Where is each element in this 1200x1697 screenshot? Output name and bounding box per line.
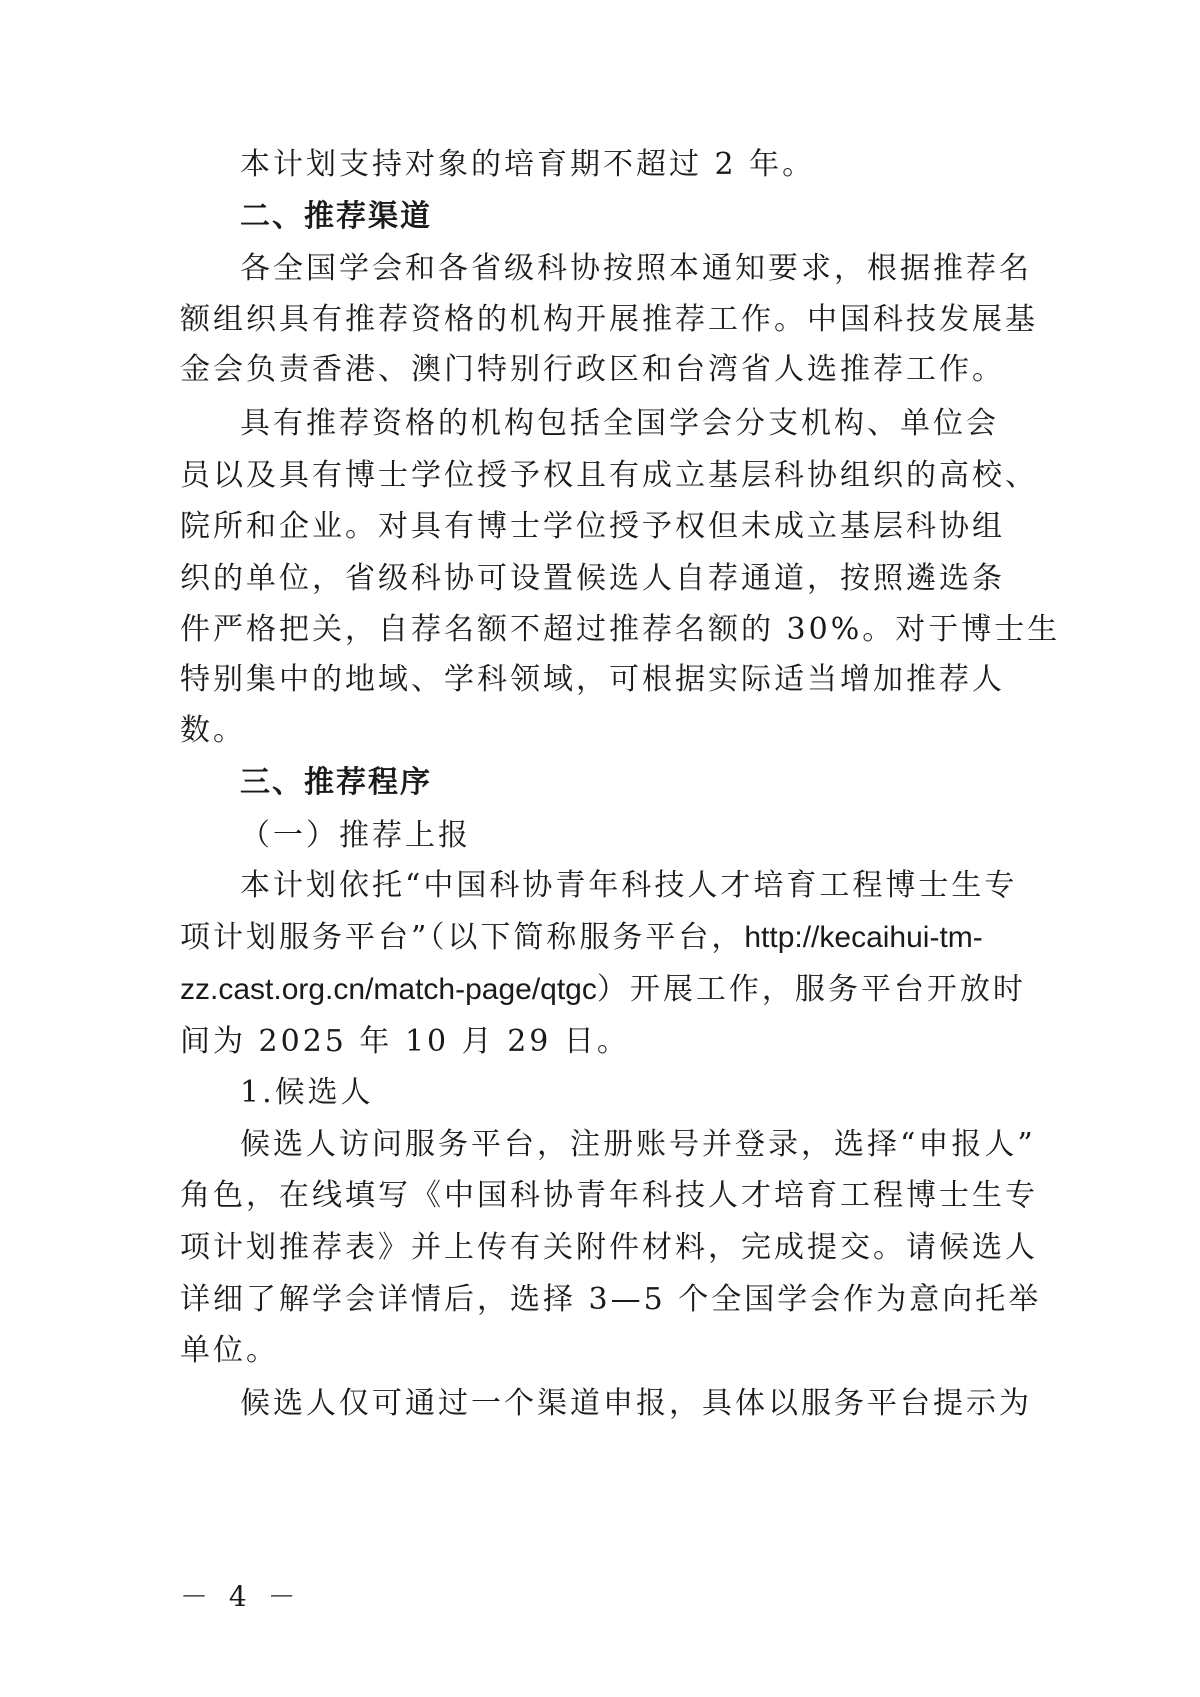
text-line: 额组织具有推荐资格的机构开展推荐工作。中国科技发展基: [180, 302, 1038, 337]
text-line: 详细了解学会详情后，选择 3—5 个全国学会作为意向托举: [180, 1282, 1042, 1317]
text-line: 件严格把关，自荐名额不超过推荐名额的 30%。对于博士生: [180, 612, 1061, 647]
page-number: － 4 －: [180, 1580, 302, 1613]
platform-url-part-1: http://kecaihui-tm-: [744, 921, 983, 954]
text-line: 数。: [180, 713, 246, 748]
text-line: 院所和企业。对具有博士学位授予权但未成立基层科协组: [180, 509, 1005, 544]
text-line: 金会负责香港、澳门特别行政区和台湾省人选推荐工作。: [180, 352, 1005, 387]
text-line: 特别集中的地域、学科领域，可根据实际适当增加推荐人: [180, 662, 1005, 697]
text-segment: ）开展工作，服务平台开放时: [596, 972, 1026, 1007]
text-line: 候选人访问服务平台，注册账号并登录，选择“申报人”: [240, 1127, 1036, 1162]
text-line: 各全国学会和各省级科协按照本通知要求，根据推荐名: [240, 251, 1032, 286]
text-line: 单位。: [180, 1333, 279, 1368]
text-line: 候选人仅可通过一个渠道申报，具体以服务平台提示为: [240, 1386, 1032, 1421]
section-heading-recommendation-procedure: 三、推荐程序: [240, 765, 432, 800]
item-heading-candidate: 1.候选人: [240, 1075, 374, 1110]
subheading-recommendation-reporting: （一）推荐上报: [240, 818, 471, 853]
text-line: 员以及具有博士学位授予权且有成立基层科协组织的高校、: [180, 458, 1038, 493]
text-line: 角色，在线填写《中国科协青年科技人才培育工程博士生专: [180, 1178, 1038, 1213]
platform-url-part-2: zz.cast.org.cn/match-page/qtgc: [180, 973, 597, 1006]
text-line: [180, 918, 983, 958]
training-period-sentence: 本计划支持对象的培育期不超过 2 年。: [240, 147, 816, 182]
text-line: 织的单位，省级科协可设置候选人自荐通道，按照遴选条: [180, 561, 1005, 596]
text-line: 间为 2025 年 10 月 29 日。: [180, 1024, 630, 1059]
text-line: [180, 970, 1026, 1010]
text-segment: 项计划服务平台”（以下简称服务平台，: [180, 920, 745, 955]
text-line: 项计划推荐表》并上传有关附件材料，完成提交。请候选人: [180, 1230, 1038, 1265]
text-line: 具有推荐资格的机构包括全国学会分支机构、单位会: [240, 406, 999, 441]
section-heading-recommendation-channels: 二、推荐渠道: [240, 199, 432, 234]
text-line: 本计划依托“中国科协青年科技人才培育工程博士生专: [240, 868, 1018, 903]
